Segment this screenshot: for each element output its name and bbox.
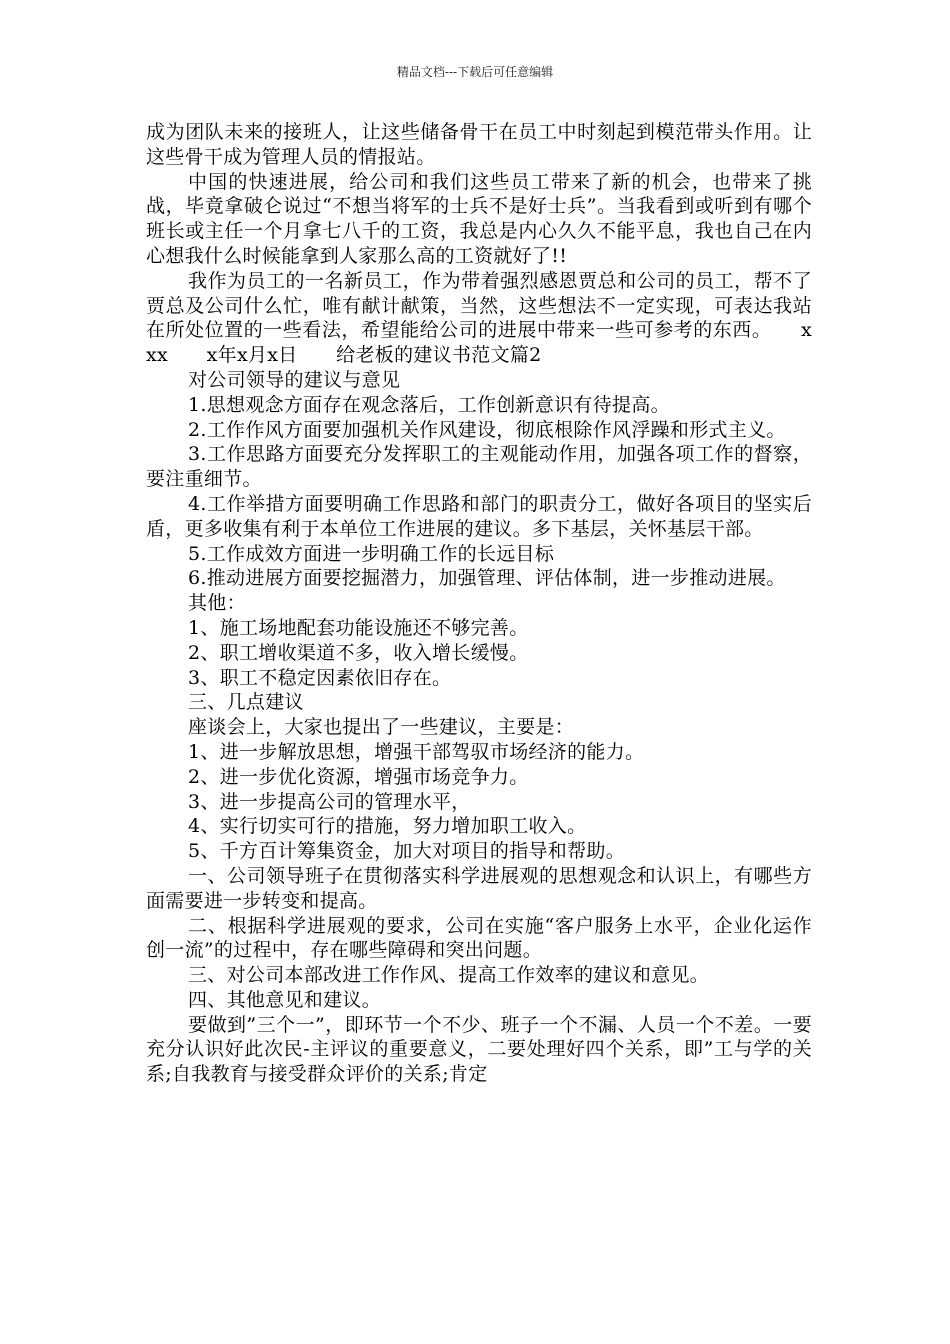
list-item: 4、实行切实可行的措施，努力增加职工收入。 (188, 815, 587, 838)
list-item: 6.推动进展方面要挖掘潜力，加强管理、评估体制，进一步推动进展。 (188, 567, 786, 590)
list-item: 3、进一步提高公司的管理水平， (188, 790, 471, 813)
list-item: 1、施工场地配套功能设施还不够完善。 (188, 616, 529, 639)
paragraph: 中国的快速进展，给公司和我们这些员工带来了新的机会，也带来了挑战，毕竟拿破仑说过“不想当将军的士兵不是好士兵”。当我看到或听到有哪个班长或主任一个月拿七八千的工资，我总是内心久久不能平息，我也自己在内心想我什么时候能拿到人家那么高的工资就好了!! (146, 170, 812, 267)
list-item: 2、职工增收渠道不多，收入增长缓慢。 (188, 641, 529, 664)
paragraph: 成为团队未来的接班人，让这些储备骨干在员工中时刻起到模范带头作用。让这些骨干成为管理人员的情报站。 (146, 121, 812, 168)
list-item: 三、对公司本部改进工作作风、提高工作效率的建议和意见。 (188, 964, 710, 987)
paragraph: 我作为员工的一名新员工，作为带着强烈感恩贾总和公司的员工，帮不了贾总及公司什么忙，唯有献计献策，当然，这些想法不一定实现，可表达我站在所处位置的一些看法，希望能给公司的进展中带来一些可参考的东西。 xxx x年x月x日 给老板的建议书范文篇2 (146, 269, 812, 367)
paragraph: 要做到”三个一”，即环节一个不少、班子一个不漏、人员一个不差。一要充分认识好此次民-主评议的重要意义，二要处理好四个关系，即”工与学的关系;自我教育与接受群众评价的关系;肯定 (146, 1013, 812, 1086)
list-item: 1、进一步解放思想，增强干部驾驭市场经济的能力。 (188, 740, 645, 763)
paragraph: 座谈会上，大家也提出了一些建议，主要是： (188, 716, 575, 739)
list-item: 一、公司领导班子在贯彻落实科学进展观的思想观念和认识上，有哪些方面需要进一步转变和提高。 (146, 864, 812, 912)
list-item: 2、进一步优化资源，增强市场竞争力。 (188, 765, 529, 788)
list-item: 1.思想观念方面存在观念落后，工作创新意识有待提高。 (188, 393, 670, 416)
document-body (146, 120, 812, 1087)
list-item: 二、根据科学进展观的要求，公司在实施“客户服务上水平，企业化运作创一流”的过程中，存在哪些障碍和突出问题。 (146, 914, 812, 962)
list-item: 3.工作思路方面要充分发挥职工的主观能动作用，加强各项工作的督察，要注重细节。 (146, 443, 812, 491)
section-heading: 其他： (188, 592, 246, 615)
list-item: 5、千方百计筹集资金，加大对项目的指导和帮助。 (188, 840, 625, 863)
list-item: 2.工作作风方面要加强机关作风建设，彻底根除作风浮躁和形式主义。 (188, 418, 786, 441)
list-item: 四、其他意见和建议。 (188, 988, 382, 1011)
page-header: 精品文档---下载后可任意编辑 (396, 65, 554, 79)
section-heading: 三、几点建议 (188, 691, 304, 714)
section-heading: 对公司领导的建议与意见 (188, 368, 401, 391)
list-item: 5.工作成效方面进一步明确工作的长远目标 (188, 542, 555, 565)
list-item: 4.工作举措方面要明确工作思路和部门的职责分工，做好各项目的坚实后盾，更多收集有利于本单位工作进展的建议。多下基层，关怀基层干部。 (146, 492, 812, 540)
list-item: 3、职工不稳定因素依旧存在。 (188, 666, 452, 689)
